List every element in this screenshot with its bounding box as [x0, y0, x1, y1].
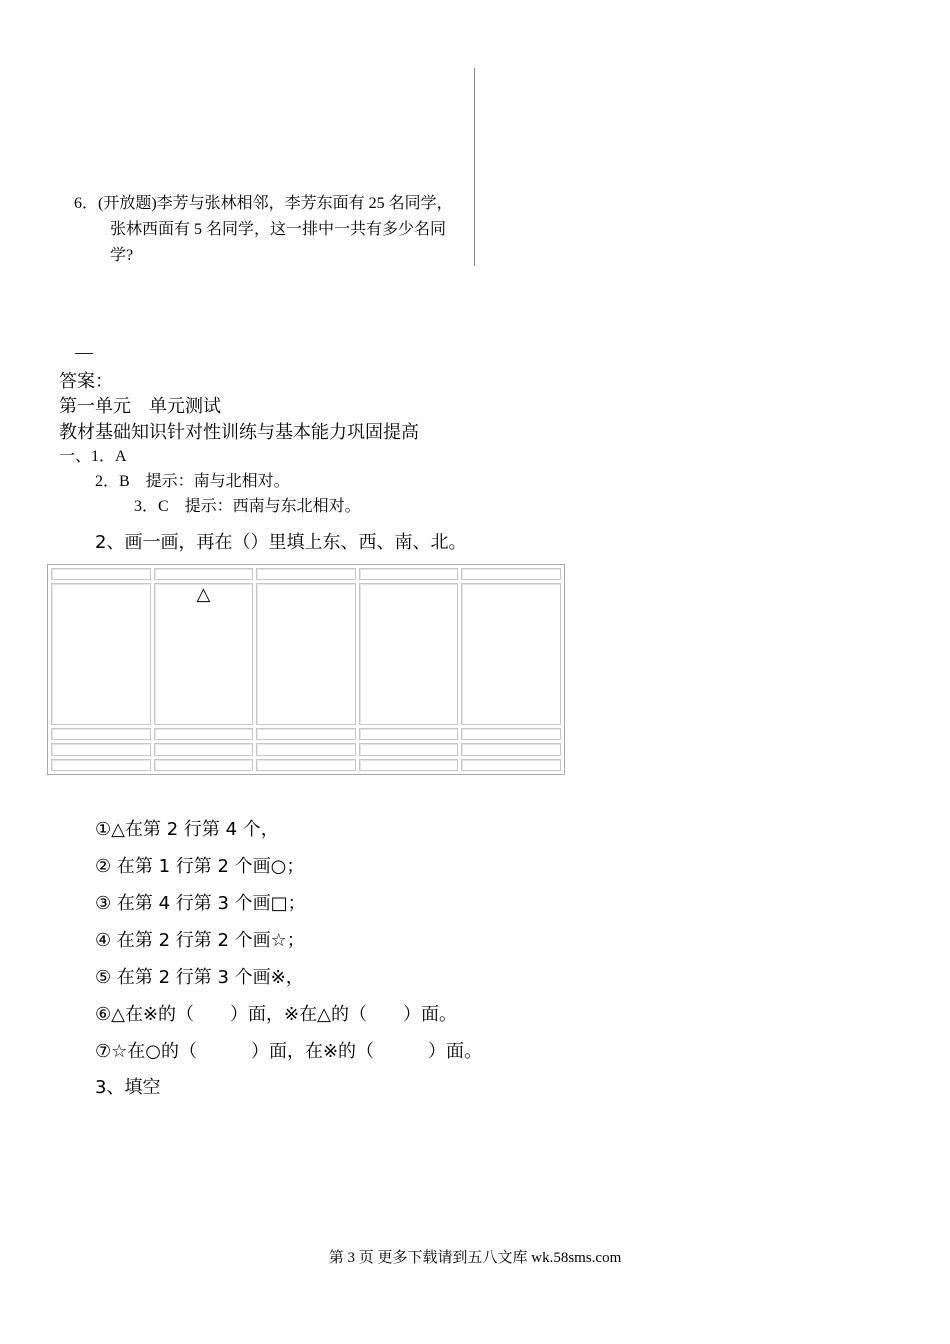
- step-1: ①△在第 2 行第 4 个，: [95, 819, 279, 840]
- grid-cell: [256, 743, 356, 755]
- grid-cell: [461, 583, 561, 725]
- grid-row: [51, 568, 561, 580]
- step-5: ⑤ 在第 2 行第 3 个画※，: [95, 967, 304, 988]
- answer-item-2: 2．B 提示：南与北相对。: [95, 473, 290, 490]
- grid-cell: [461, 568, 561, 580]
- grid-cell: [461, 728, 561, 740]
- separator-dash: —: [75, 342, 93, 362]
- grid-row: [51, 583, 561, 725]
- grid-cell: [51, 583, 151, 725]
- task-2-title: 2、画一画，再在（）里填上东、西、南、北。: [95, 532, 467, 553]
- grid-cell: [51, 728, 151, 740]
- grid-cell: [51, 759, 151, 771]
- task-3-title: 3、填空: [95, 1077, 161, 1098]
- grid-cell: [256, 568, 356, 580]
- grid-cell: [359, 743, 459, 755]
- grid-cell: [154, 728, 254, 740]
- grid-row: [51, 728, 561, 740]
- grid-cell: [256, 728, 356, 740]
- grid-cell: [256, 583, 356, 725]
- column-divider: [474, 68, 475, 266]
- grid-cell: [51, 743, 151, 755]
- question-6-line-1: 6．(开放题)李芳与张林相邻，李芳东面有 25 名同学，: [74, 195, 453, 212]
- grid-cell: [359, 568, 459, 580]
- answer-item-3: 3．C 提示：西南与东北相对。: [134, 498, 361, 515]
- grid-cell: [359, 759, 459, 771]
- question-6-line-3: 学?: [110, 247, 134, 264]
- question-6-line-2: 张林西面有 5 名同学，这一排中一共有多少名同: [110, 221, 447, 238]
- grid-cell: [359, 583, 459, 725]
- section-title: 教材基础知识针对性训练与基本能力巩固提高: [59, 422, 419, 442]
- grid-row: [51, 743, 561, 755]
- page-footer: 第 3 页 更多下载请到五八文库 wk.58sms.com: [328, 1250, 622, 1266]
- drawing-grid: [47, 564, 565, 775]
- grid-table: [48, 565, 564, 774]
- grid-cell: [359, 728, 459, 740]
- grid-cell: [256, 759, 356, 771]
- unit-title: 第一单元 单元测试: [59, 396, 221, 416]
- answers-heading: 答案：: [59, 371, 113, 391]
- step-2: ② 在第 1 行第 2 个画○；: [95, 856, 305, 877]
- answer-item-1: 一、1．A: [59, 448, 127, 465]
- grid-cell: [154, 743, 254, 755]
- step-7: ⑦☆在○的（ ）面，在※的（ ）面。: [95, 1041, 483, 1062]
- grid-cell: [51, 568, 151, 580]
- grid-cell: △: [154, 583, 254, 725]
- step-3: ③ 在第 4 行第 3 个画□；: [95, 893, 306, 914]
- step-4: ④ 在第 2 行第 2 个画☆；: [95, 930, 305, 951]
- grid-cell: [461, 759, 561, 771]
- grid-row: [51, 759, 561, 771]
- step-6: ⑥△在※的（ ）面，※在△的（ ）面。: [95, 1004, 457, 1025]
- grid-cell: [154, 568, 254, 580]
- grid-cell: [154, 759, 254, 771]
- grid-cell: [461, 743, 561, 755]
